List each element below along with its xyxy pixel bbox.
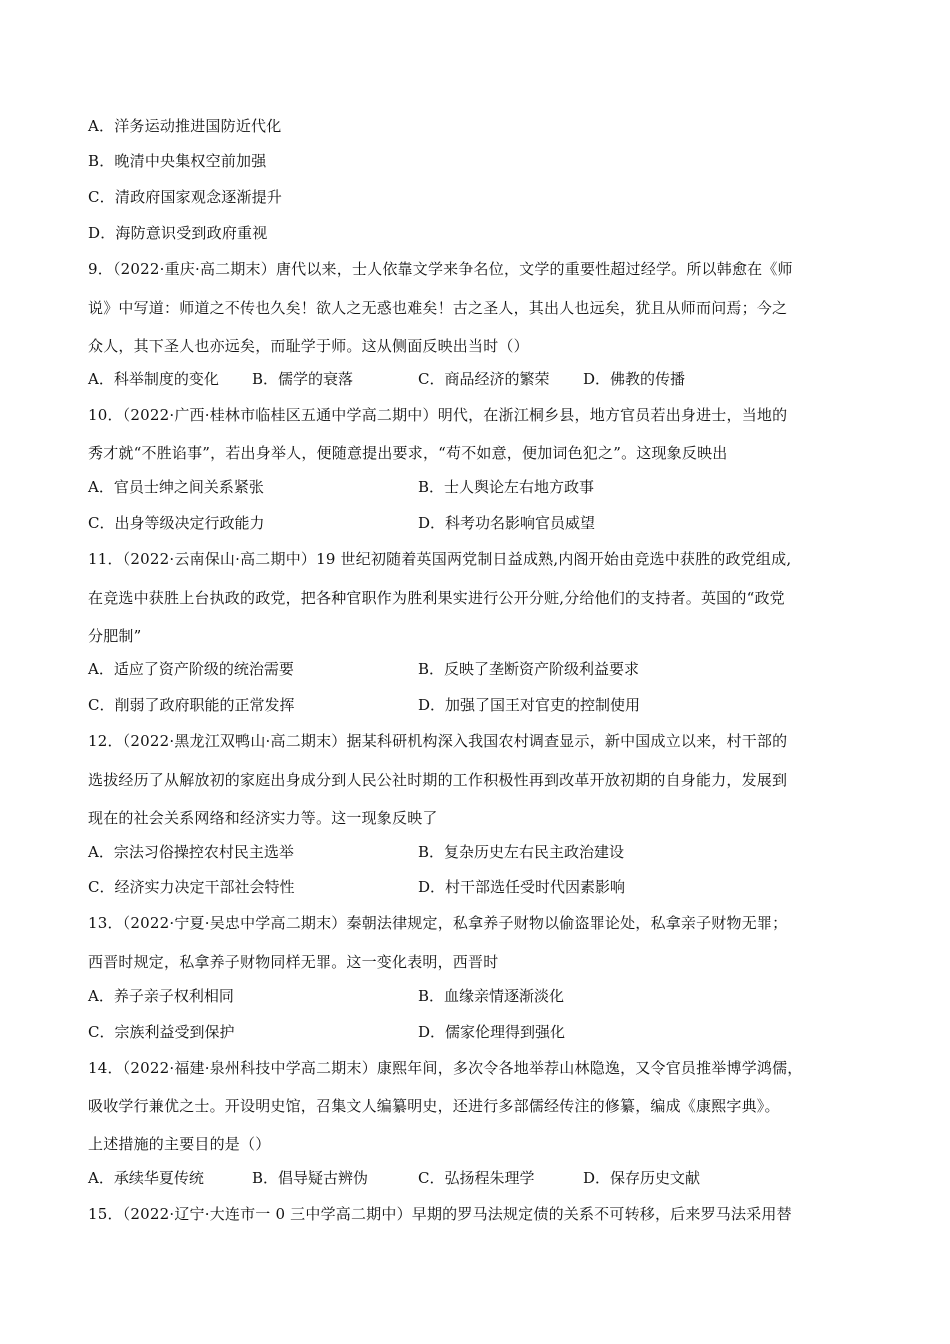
q13-option-a: A．养子亲子权利相同 [88, 987, 234, 1005]
q9-option-c: C．商品经济的繁荣 [418, 370, 550, 388]
q11-stem-line-1: 11．（2022·云南保山·高二期中）19 世纪初随着英国两党制日益成熟,内阁开始由竞选中获胜的政党组成, [88, 550, 792, 568]
q11-stem-line-3: 分肥制” [88, 627, 142, 645]
q13-stem-line-1: 13．（2022·宁夏·吴忠中学高二期末）秦朝法律规定，私拿养子财物以偷盗罪论处，私拿亲子财物无罪； [88, 914, 788, 932]
q10-option-d: D．科考功名影响官员威望 [418, 514, 596, 532]
q14-option-a: A．承续华夏传统 [88, 1169, 204, 1187]
q13-option-c: C．宗族利益受到保护 [88, 1023, 235, 1041]
q9-option-a: A．科举制度的变化 [88, 370, 219, 388]
q8-option-c: C．清政府国家观念逐渐提升 [88, 188, 283, 206]
q14-option-c: C．弘扬程朱理学 [418, 1169, 535, 1187]
q9-stem-line-1: 9．（2022·重庆·高二期末）唐代以来，士人依靠文学来争名位，文学的重要性超过经学。所以韩愈在《师 [88, 260, 793, 278]
q14-stem-line-2: 吸收学行兼优之士。开设明史馆，召集文人编纂明史，还进行多部儒经传注的修纂，编成《康熙字典》。 [88, 1097, 780, 1115]
q14-stem-line-1: 14．（2022·福建·泉州科技中学高二期末）康熙年间，多次令各地举荐山林隐逸，又令官员推举博学鸿儒， [88, 1059, 803, 1077]
q9-stem-line-2: 说》中写道：师道之不传也久矣！欲人之无惑也难矣！古之圣人，其出人也远矣，犹且从师而问焉；今之 [88, 299, 788, 317]
q11-option-b: B．反映了垄断资产阶级利益要求 [418, 660, 640, 678]
q12-stem-line-1: 12．（2022·黑龙江双鸭山·高二期末）据某科研机构深入我国农村调查显示，新中国成立以来，村干部的 [88, 732, 788, 750]
q13-option-b: B．血缘亲情逐渐淡化 [418, 987, 565, 1005]
q11-option-d: D．加强了国王对官吏的控制使用 [418, 696, 641, 714]
q9-option-b: B．儒学的衰落 [252, 370, 354, 388]
q8-option-a: A．洋务运动推进国防近代化 [88, 117, 282, 135]
q13-option-d: D．儒家伦理得到强化 [418, 1023, 566, 1041]
q14-option-b: B．倡导疑古辨伪 [252, 1169, 369, 1187]
q11-stem-line-2: 在竞选中获胜上台执政的政党，把各种官职作为胜利果实进行公开分赃,分给他们的支持者。英国的“政党 [88, 589, 785, 607]
q10-stem-line-2: 秀才就“不胜谄事”，若出身举人，便随意提出要求，“苟不如意，便加词色犯之”。这现象反映出 [88, 444, 728, 462]
q14-option-d: D．保存历史文献 [583, 1169, 701, 1187]
q9-option-d: D．佛教的传播 [583, 370, 686, 388]
q10-option-c: C．出身等级决定行政能力 [88, 514, 265, 532]
q12-option-c: C．经济实力决定干部社会特性 [88, 878, 295, 896]
q10-option-b: B．士人舆论左右地方政事 [418, 478, 595, 496]
q11-option-c: C．削弱了政府职能的正常发挥 [88, 696, 295, 714]
q10-option-a: A．官员士绅之间关系紧张 [88, 478, 264, 496]
q11-option-a: A．适应了资产阶级的统治需要 [88, 660, 294, 678]
q15-stem-line-1: 15．（2022·辽宁·大连市一 0 三中学高二期中）早期的罗马法规定债的关系不可转移，后来罗马法采用替 [88, 1205, 792, 1223]
q12-stem-line-2: 选拔经历了从解放初的家庭出身成分到人民公社时期的工作积极性再到改革开放初期的自身能力，发展到 [88, 771, 788, 789]
q9-stem-line-3: 众人，其下圣人也亦远矣，而耻学于师。这从侧面反映出当时（） [88, 337, 529, 355]
q8-option-b: B．晚清中央集权空前加强 [88, 152, 267, 170]
q14-stem-line-3: 上述措施的主要目的是（） [88, 1135, 271, 1153]
q12-option-d: D．村干部选任受时代因素影响 [418, 878, 626, 896]
q10-stem-line-1: 10．（2022·广西·桂林市临桂区五通中学高二期中）明代，在浙江桐乡县，地方官员若出身进士，当地的 [88, 406, 788, 424]
q8-option-d: D．海防意识受到政府重视 [88, 224, 268, 242]
q12-stem-line-3: 现在的社会关系网络和经济实力等。这一现象反映了 [88, 809, 438, 827]
q12-option-a: A．宗法习俗操控农村民主选举 [88, 843, 294, 861]
q12-option-b: B．复杂历史左右民主政治建设 [418, 843, 625, 861]
q13-stem-line-2: 西晋时规定，私拿养子财物同样无罪。这一变化表明，西晋时 [88, 953, 499, 971]
